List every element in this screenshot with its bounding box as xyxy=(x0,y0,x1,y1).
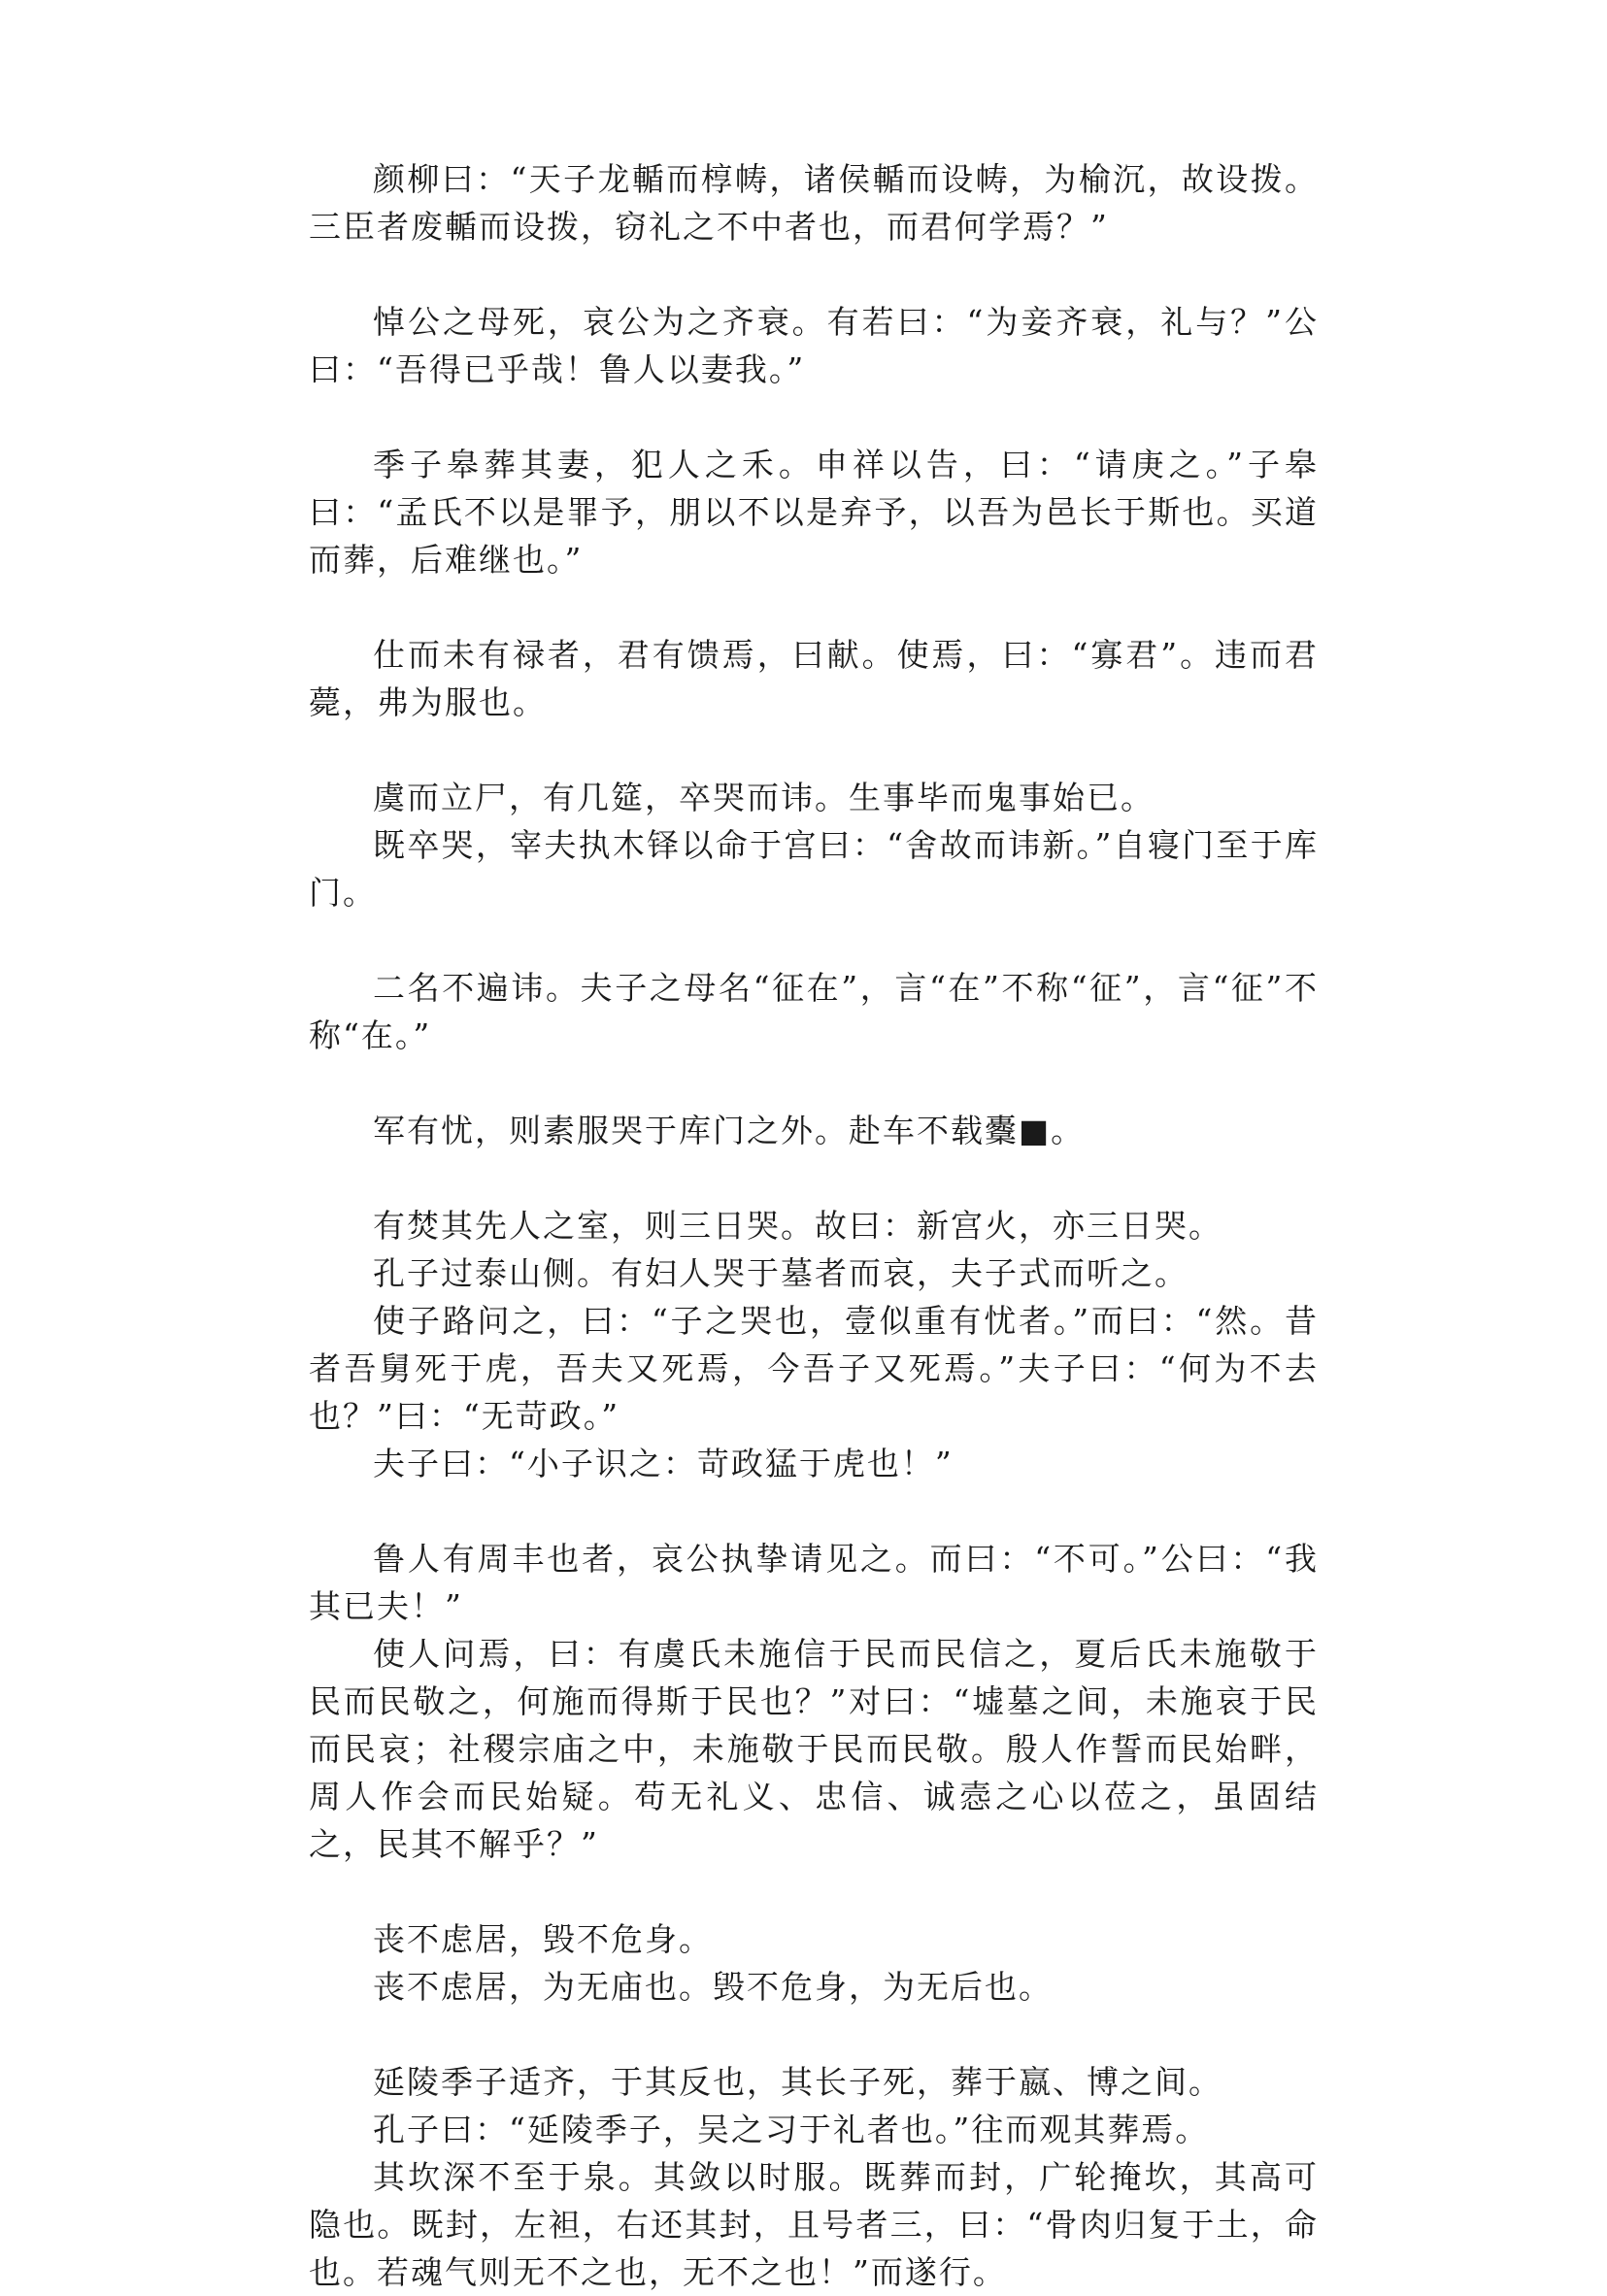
paragraph: 季子皋葬其妻，犯人之禾。申祥以告，曰：“请庚之。”子皋曰：“孟氏不以是罪予，朋以不以是弃予，以吾为邑长于斯也。买道而葬，后难继也。” xyxy=(309,446,1319,579)
passage-jun-you-you xyxy=(309,1107,1319,1154)
paragraph: 使人问焉，曰：有虞氏未施信于民而民信之，夏后氏未施敬于民而民敬之，何施而得斯于民也？”对曰：“墟墓之间，未施哀于民而民哀；社稷宗庙之中，未施敬于民而民敬。殷人作誓而民始畔，周人作会而民始疑。苟无礼义、忠信、诚悫之心以莅之，虽固结之，民其不解乎？” xyxy=(309,1635,1319,1863)
paragraph: 仕而未有禄者，君有馈焉，曰献。使焉，曰：“寡君”。违而君薨，弗为服也。 xyxy=(309,636,1319,721)
paragraph: 丧不虑居，毁不危身。 xyxy=(373,1920,713,1958)
paragraph: 二名不遍讳。夫子之母名“征在”，言“在”不称“征”，言“征”不称“在。” xyxy=(309,969,1319,1054)
passage-yan-liu xyxy=(309,155,1319,250)
document-page xyxy=(309,155,1319,2296)
paragraph: 夫子曰：“小子识之：苛政猛于虎也！” xyxy=(373,1445,954,1482)
passage-yu-er-li-shi xyxy=(309,774,1319,916)
paragraph: 鲁人有周丰也者，哀公执挚请见之。而曰：“不可。”公曰：“我其已夫！” xyxy=(309,1540,1319,1625)
paragraph: 悼公之母死，哀公为之齐衰。有若曰：“为妾齐衰，礼与？”公曰：“吾得已乎哉！鲁人以妻我。” xyxy=(309,303,1319,388)
passage-shi-er-wei-you-lu xyxy=(309,631,1319,726)
paragraph: 孔子过泰山侧。有妇人哭于墓者而哀，夫子式而听之。 xyxy=(373,1254,1189,1292)
paragraph: 颜柳曰：“天子龙輴而椁帱，诸侯輴而设帱，为榆沉，故设拨。三臣者废輴而设拨，窃礼之不中者也，而君何学焉？” xyxy=(309,160,1319,246)
passage-sang-bu-lv-ju xyxy=(309,1915,1319,2011)
paragraph: 其坎深不至于泉。其敛以时服。既葬而封，广轮掩坎，其高可隐也。既封，左袒，右还其封，且号者三，曰：“骨肉归复于土，命也。若魂气则无不之也，无不之也！”而遂行。 xyxy=(309,2158,1319,2291)
passage-yan-ling-ji-zi xyxy=(309,2058,1319,2296)
passage-ji-zi-gao xyxy=(309,441,1319,583)
paragraph: 既卒哭，宰夫执木铎以命于宫曰：“舍故而讳新。”自寝门至于库门。 xyxy=(309,826,1319,912)
paragraph: 孔子曰：“延陵季子，吴之习于礼者也。”往而观其葬焉。 xyxy=(373,2111,1210,2148)
passage-zhou-feng xyxy=(309,1535,1319,1868)
passage-dao-gong xyxy=(309,298,1319,393)
paragraph: 军有忧，则素服哭于库门之外。赴车不载櫜■。 xyxy=(373,1112,1086,1149)
passage-tai-shan xyxy=(309,1202,1319,1487)
paragraph: 使子路问之，曰：“子之哭也，壹似重有忧者。”而曰：“然。昔者吾舅死于虎，吾夫又死焉，今吾子又死焉。”夫子曰：“何为不去也？”曰：“无苛政。” xyxy=(309,1302,1319,1435)
paragraph: 丧不虑居，为无庙也。毁不危身，为无后也。 xyxy=(373,1968,1053,2006)
paragraph: 有焚其先人之室，则三日哭。故曰：新宫火，亦三日哭。 xyxy=(373,1207,1222,1245)
paragraph: 虞而立尸，有几筵，卒哭而讳。生事毕而鬼事始已。 xyxy=(373,779,1155,816)
passage-er-ming xyxy=(309,964,1319,1059)
paragraph: 延陵季子适齐，于其反也，其长子死，葬于嬴、博之间。 xyxy=(373,2063,1222,2101)
